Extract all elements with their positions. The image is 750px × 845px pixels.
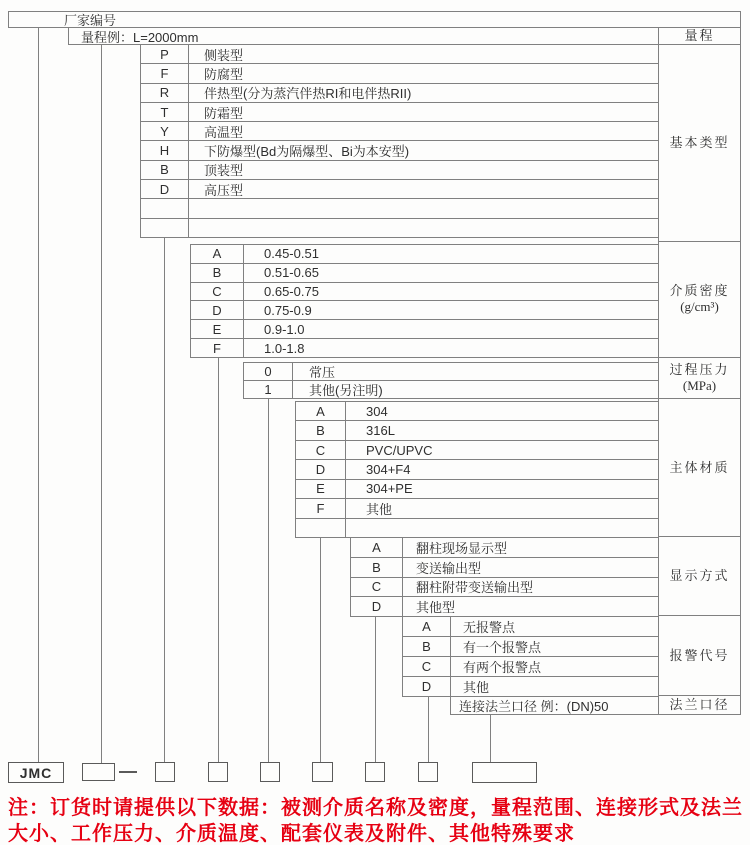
category-label: 主体材质 (669, 459, 730, 475)
option-row (141, 180, 658, 199)
category-density (659, 242, 740, 358)
category-column (658, 28, 741, 715)
option-row-empty (296, 519, 658, 537)
code-box-display (365, 762, 385, 782)
range-example-label: 量程例：L=2000mm (81, 29, 199, 45)
code-cell: E (191, 320, 244, 338)
code-cell: A (351, 538, 403, 557)
category-material (659, 399, 740, 537)
leader-line-basic-type (164, 238, 165, 763)
label-cell: 翻柱附带变送输出型 (416, 580, 534, 596)
label-cell: 有一个报警点 (463, 640, 542, 655)
option-table-material (295, 401, 658, 538)
option-table-flange (450, 696, 658, 715)
code-cell: B (141, 161, 189, 179)
category-label: 法兰口径 (669, 697, 730, 712)
model-prefix-box (8, 762, 64, 783)
code-box-flange (472, 762, 537, 783)
option-table-basic-type (140, 45, 658, 238)
leader-line-pressure (268, 399, 269, 763)
option-row (141, 122, 658, 141)
code-cell (141, 219, 189, 237)
code-cell: H (141, 141, 189, 159)
label-cell: 有两个报警点 (463, 660, 542, 675)
option-row (296, 402, 658, 421)
order-note-line1: 注：订货时请提供以下数据：被测介质名称及密度，量程范围、连接形式及法兰 (8, 797, 743, 819)
code-box-basic-type (155, 762, 175, 782)
code-cell: A (191, 245, 244, 263)
category-label: 显示方式 (669, 568, 730, 584)
option-row (451, 697, 658, 714)
code-cell: F (191, 339, 244, 357)
label-cell: 常压 (309, 365, 336, 380)
option-row (296, 460, 658, 479)
label-cell: 0.45-0.51 (264, 246, 319, 262)
option-row (191, 301, 658, 320)
option-row-empty (141, 199, 658, 218)
label-cell: 侧装型 (204, 47, 244, 63)
manufacturer-row (8, 11, 741, 28)
label-cell: 0.51-0.65 (264, 265, 319, 281)
label-cell: 翻柱现场显示型 (416, 540, 508, 556)
code-cell: Y (141, 122, 189, 140)
option-row (244, 363, 658, 381)
label-cell: 连接法兰口径 例：(DN)50 (459, 699, 609, 714)
option-row (351, 558, 658, 578)
leader-line-alarm (428, 697, 429, 763)
label-cell: 其他型 (416, 600, 456, 616)
code-box-range (82, 763, 115, 781)
model-prefix-label: JMC (19, 764, 53, 781)
label-cell: 1.0-1.8 (264, 340, 305, 356)
category-range (659, 28, 740, 45)
code-cell: D (296, 460, 346, 478)
option-row-empty (141, 219, 658, 237)
label-cell: 其他 (463, 680, 490, 695)
label-cell (189, 219, 658, 237)
code-cell: T (141, 103, 189, 121)
label-cell: 防腐型 (204, 66, 244, 82)
label-cell: 高温型 (204, 124, 244, 140)
code-cell: B (296, 421, 346, 439)
code-cell: E (296, 480, 346, 498)
manufacturer-label: 厂家编号 (64, 13, 117, 28)
code-cell: D (191, 301, 244, 319)
option-row (141, 161, 658, 180)
option-row (244, 381, 658, 398)
label-cell: 其他(另注明) (309, 383, 383, 398)
label-cell: 304 (366, 403, 388, 419)
label-cell (189, 199, 658, 217)
category-alarm (659, 616, 740, 696)
separator-dash (119, 771, 137, 773)
category-label: 过程压力 (669, 362, 730, 377)
label-cell: 伴热型(分为蒸汽伴热RI和电伴热RII) (204, 86, 412, 102)
code-cell: P (141, 45, 189, 63)
label-cell: 0.65-0.75 (264, 284, 319, 300)
leader-line-manufacturer (38, 28, 39, 763)
label-cell: 304+PE (366, 481, 413, 497)
label-cell: 0.75-0.9 (264, 302, 312, 318)
option-row (191, 283, 658, 302)
label-cell: 变送输出型 (416, 560, 482, 576)
code-box-alarm (418, 762, 438, 782)
category-label: 量程 (684, 28, 715, 43)
category-basic-type (659, 45, 740, 242)
option-row (403, 677, 658, 696)
category-label: 报警代号 (669, 647, 730, 663)
leader-line-flange (490, 715, 491, 763)
code-cell: R (141, 84, 189, 102)
option-row (141, 141, 658, 160)
code-cell: A (296, 402, 346, 420)
code-cell: C (403, 657, 451, 676)
category-label: 介质密度 (669, 283, 730, 299)
option-row (296, 441, 658, 460)
code-cell: D (403, 677, 451, 696)
option-row (191, 264, 658, 283)
option-row (141, 84, 658, 103)
code-cell: D (351, 597, 403, 616)
label-cell: PVC/UPVC (366, 442, 433, 458)
code-cell: B (403, 637, 451, 656)
leader-line-material (320, 538, 321, 763)
code-cell: A (403, 617, 451, 636)
code-cell: F (296, 499, 346, 517)
option-row (351, 597, 658, 616)
label-cell: 其他 (366, 501, 393, 517)
range-row (68, 28, 658, 45)
category-display (659, 537, 740, 616)
option-row (191, 245, 658, 264)
category-flange (659, 696, 740, 714)
code-cell: C (351, 578, 403, 597)
option-row (141, 64, 658, 83)
code-cell: C (191, 283, 244, 301)
label-cell: 316L (366, 423, 395, 439)
code-cell: 1 (244, 381, 293, 398)
option-table-display (350, 537, 658, 617)
code-cell: D (141, 180, 189, 198)
option-row (141, 103, 658, 122)
label-cell: 防霜型 (204, 105, 244, 121)
leader-line-display (375, 617, 376, 763)
category-unit: (MPa) (682, 378, 717, 393)
option-row (191, 339, 658, 357)
code-cell (141, 199, 189, 217)
label-cell (346, 519, 658, 537)
option-row (403, 657, 658, 677)
option-row (296, 480, 658, 499)
code-cell: 0 (244, 363, 293, 380)
option-row (296, 421, 658, 440)
code-cell: F (141, 64, 189, 82)
option-table-alarm (402, 616, 658, 697)
code-cell: C (296, 441, 346, 459)
label-cell: 顶装型 (204, 163, 244, 179)
code-box-pressure (260, 762, 280, 782)
code-cell (296, 519, 346, 537)
label-cell: 高压型 (204, 182, 244, 198)
label-cell: 下防爆型(Bd为隔爆型、Bi为本安型) (204, 144, 410, 160)
code-cell: B (351, 558, 403, 577)
option-row (141, 45, 658, 64)
leader-line-density (218, 358, 219, 763)
option-row (191, 320, 658, 339)
category-label: 基本类型 (669, 134, 730, 150)
label-cell: 无报警点 (463, 620, 516, 635)
leader-line-range (101, 45, 102, 763)
category-pressure (659, 358, 740, 400)
option-row (351, 578, 658, 598)
label-cell: 0.9-1.0 (264, 321, 305, 337)
option-table-density (190, 244, 658, 358)
category-unit: (g/cm³) (680, 299, 719, 315)
label-cell: 304+F4 (366, 461, 411, 477)
option-row (351, 538, 658, 558)
option-row (403, 637, 658, 657)
option-table-pressure (243, 362, 658, 399)
order-note-line2: 大小、工作压力、介质温度、配套仪表及附件、其他特殊要求 (8, 823, 575, 845)
code-box-material (312, 762, 333, 782)
option-row (296, 499, 658, 518)
option-row (403, 617, 658, 637)
code-cell: B (191, 264, 244, 282)
code-box-density (208, 762, 228, 782)
